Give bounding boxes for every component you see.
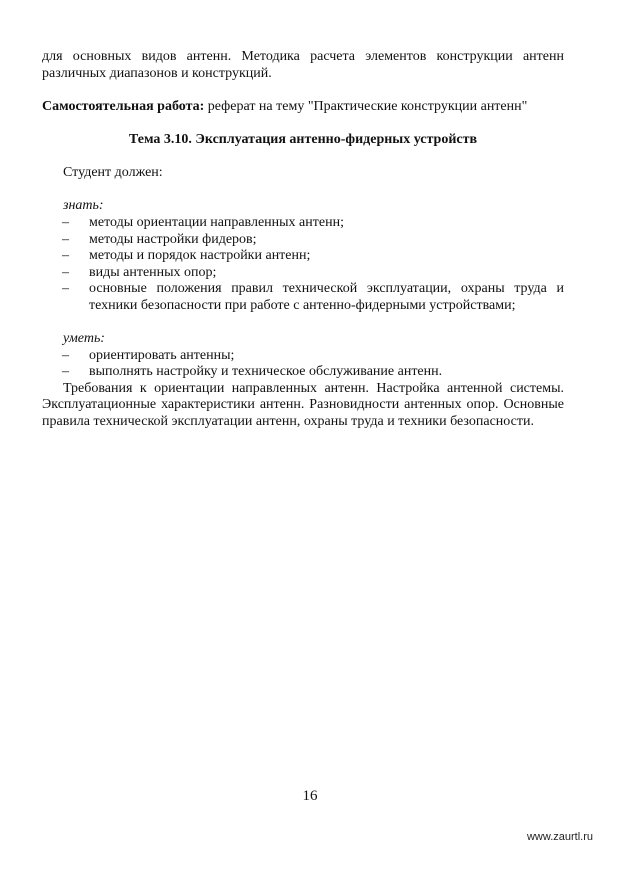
dash-marker: – (62, 214, 69, 230)
list-item: – методы настройки фидеров; (62, 231, 257, 247)
site-watermark: www.zaurtl.ru (526, 831, 593, 843)
topic-title: Тема 3.10. Эксплуатация антенно-фидерных устройств (128, 131, 478, 147)
page-number: 16 (302, 788, 318, 804)
self-work-label: Самостоятельная работа: (42, 98, 205, 114)
know-heading: знать: (63, 198, 104, 214)
dash-marker: – (62, 264, 69, 280)
list-item: – методы и порядок настройки антенн; (62, 248, 311, 264)
spacer (42, 82, 564, 99)
spacer (42, 182, 564, 199)
dash-marker: – (62, 231, 69, 247)
self-work-text: реферат на тему "Практические конструкции антенн" (204, 98, 528, 114)
list-item: – основные положения правил технической эксплуатации, охраны труда и техники безопасности при работе с антенно-фидерными устройствами; (62, 281, 564, 313)
self-work-line (42, 99, 564, 116)
spacer (42, 149, 564, 166)
dash-marker: – (62, 248, 69, 264)
spacer (42, 315, 564, 332)
student-must: Студент должен: (63, 165, 163, 181)
document-body (42, 49, 564, 431)
dash-marker: – (62, 281, 69, 297)
be-able-heading: уметь: (63, 331, 105, 347)
content-paragraph: Требования к ориентации направленных антенн. Настройка антенной системы. Эксплуатационные характеристики антенн. Разновидности антенных опор. Основные правила технической эксплуатации антенн, охраны труда и техники безопасности. (42, 380, 564, 430)
dash-marker: – (62, 347, 69, 363)
list-item: – методы ориентации направленных антенн; (62, 214, 344, 230)
list-item: – ориентировать антенны; (62, 347, 235, 363)
list-item: – выполнять настройку и техническое обслуживание антенн. (62, 364, 443, 380)
top-paragraph: для основных видов антенн. Методика расчета элементов конструкции антенн различных диапазонов и конструкций. (42, 49, 564, 81)
dash-marker: – (62, 364, 69, 380)
know-list (42, 215, 564, 315)
spacer (42, 115, 564, 132)
list-item: – виды антенных опор; (62, 264, 217, 280)
be-able-list (42, 348, 564, 381)
